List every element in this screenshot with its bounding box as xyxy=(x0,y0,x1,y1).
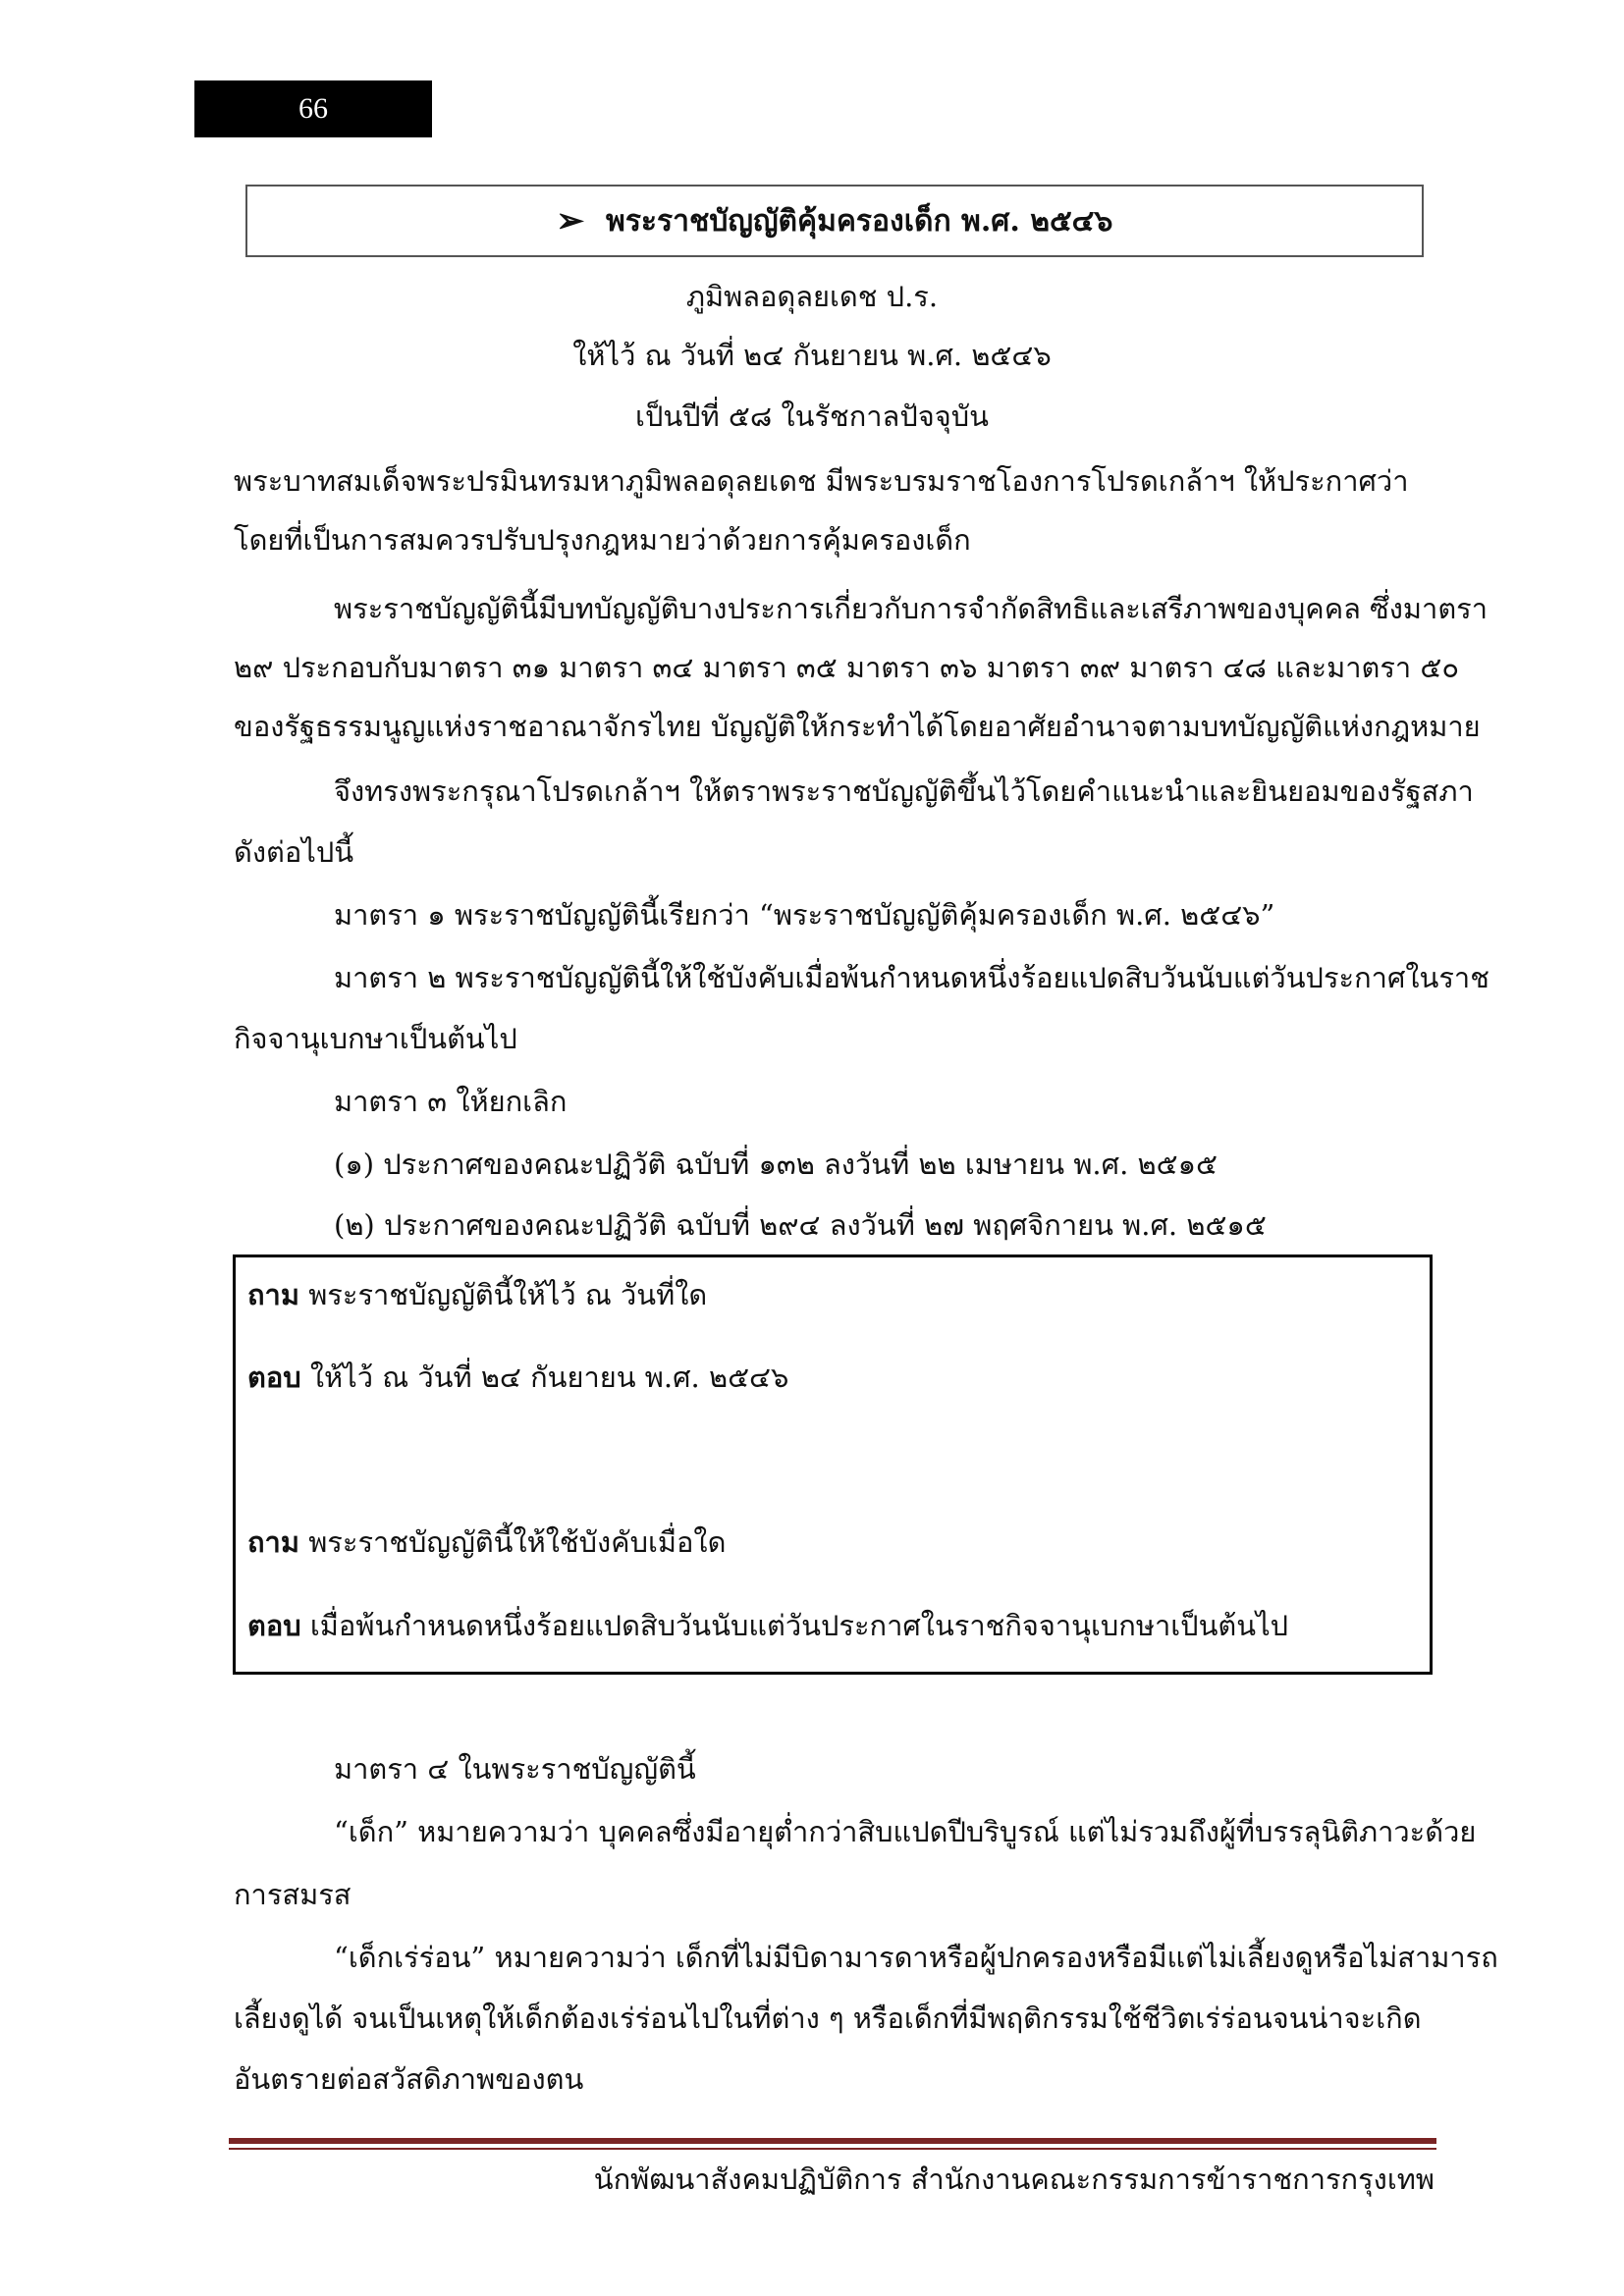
answer-label: ตอบ xyxy=(247,1361,301,1394)
definition-street-child-line-1: “เด็กเร่ร่อน” หมายความว่า เด็กที่ไม่มีบิดามารดาหรือผู้ปกครองหรือมีแต่ไม่เลี้ยงดูหรือไม่สามารถ xyxy=(334,1941,1498,1974)
qa-box xyxy=(233,1255,1433,1675)
preamble-line-1: พระบาทสมเด็จพระปรมินทรมหาภูมิพลอดุลยเดช มีพระบรมราชโองการโปรดเกล้าฯ ให้ประกาศว่า xyxy=(234,464,1409,498)
question-2 xyxy=(247,1522,726,1562)
section-2-line-1: มาตรา ๒ พระราชบัญญัตินี้ให้ใช้บังคับเมื่อพ้นกำหนดหนึ่งร้อยแปดสิบวันนับแต่วันประกาศในราช xyxy=(334,961,1489,994)
answer-2 xyxy=(247,1606,1288,1645)
question-2-text: พระราชบัญญัตินี้ให้ใช้บังคับเมื่อใด xyxy=(308,1525,727,1559)
answer-1 xyxy=(247,1358,788,1397)
section-2-line-2: กิจจานุเบกษาเป็นต้นไป xyxy=(234,1022,517,1055)
reign-year: เป็นปีที่ ๕๘ ในรัชกาลปัจจุบัน xyxy=(635,400,989,433)
enactment-line-1: จึงทรงพระกรุณาโปรดเกล้าฯ ให้ตราพระราชบัญญัติขึ้นไว้โดยคำแนะนำและยินยอมของรัฐสภา xyxy=(334,774,1474,808)
section-3: มาตรา ๓ ให้ยกเลิก xyxy=(334,1085,568,1118)
rights-paragraph-line-2: ๒๙ ประกอบกับมาตรา ๓๑ มาตรา ๓๔ มาตรา ๓๕ มาตรา ๓๖ มาตรา ๓๙ มาตรา ๔๘ และมาตรา ๕๐ xyxy=(234,651,1460,684)
question-1-text: พระราชบัญญัตินี้ให้ไว้ ณ วันที่ใด xyxy=(308,1278,708,1311)
definition-child-line-2: การสมรส xyxy=(234,1878,352,1911)
question-label: ถาม xyxy=(247,1278,299,1311)
section-3-item-2: (๒) ประกาศของคณะปฏิวัติ ฉบับที่ ๒๙๔ ลงวันที่ ๒๗ พฤศจิกายน พ.ศ. ๒๕๑๕ xyxy=(334,1208,1267,1242)
answer-2-text: เมื่อพ้นกำหนดหนึ่งร้อยแปดสิบวันนับแต่วันประกาศในราชกิจจานุเบกษาเป็นต้นไป xyxy=(309,1609,1289,1642)
section-1: มาตรา ๑ พระราชบัญญัตินี้เรียกว่า “พระราชบัญญัติคุ้มครองเด็ก พ.ศ. ๒๕๔๖” xyxy=(334,898,1275,932)
footer-text: นักพัฒนาสังคมปฏิบัติการ สำนักงานคณะกรรมการข้าราชการกรุงเทพ xyxy=(593,2163,1435,2196)
question-label: ถาม xyxy=(247,1525,299,1559)
given-date: ให้ไว้ ณ วันที่ ๒๔ กันยายน พ.ศ. ๒๕๔๖ xyxy=(572,339,1052,372)
definition-street-child-line-2: เลี้ยงดูได้ จนเป็นเหตุให้เด็กต้องเร่ร่อนไปในที่ต่าง ๆ หรือเด็กที่มีพฤติกรรมใช้ชีวิตเร่ร่อนจนน่าจะเกิด xyxy=(234,2002,1422,2035)
footer-rule xyxy=(229,2138,1436,2144)
rights-paragraph-line-3: ของรัฐธรรมนูญแห่งราชอาณาจักรไทย บัญญัติให้กระทำได้โดยอาศัยอำนาจตามบทบัญญัติแห่งกฎหมาย xyxy=(234,710,1481,743)
section-3-item-1: (๑) ประกาศของคณะปฏิวัติ ฉบับที่ ๑๓๒ ลงวันที่ ๒๒ เมษายน พ.ศ. ๒๕๑๕ xyxy=(334,1148,1218,1181)
footer-rule-thin xyxy=(229,2148,1436,2150)
enactment-line-2: ดังต่อไปนี้ xyxy=(234,835,354,869)
arrow-bullet-icon: ➢ xyxy=(556,201,585,240)
preamble-line-2: โดยที่เป็นการสมควรปรับปรุงกฎหมายว่าด้วยการคุ้มครองเด็ก xyxy=(234,523,971,557)
page-number: 66 xyxy=(194,80,432,137)
document-title: พระราชบัญญัติคุ้มครองเด็ก พ.ศ. ๒๕๔๖ xyxy=(606,203,1113,239)
answer-label: ตอบ xyxy=(247,1609,301,1642)
section-4: มาตรา ๔ ในพระราชบัญญัตินี้ xyxy=(334,1752,696,1786)
rights-paragraph-line-1: พระราชบัญญัตินี้มีบทบัญญัติบางประการเกี่ยวกับการจำกัดสิทธิและเสรีภาพของบุคคล ซึ่งมาตรา xyxy=(334,592,1489,625)
answer-1-text: ให้ไว้ ณ วันที่ ๒๔ กันยายน พ.ศ. ๒๕๔๖ xyxy=(309,1361,789,1394)
royal-name: ภูมิพลอดุลยเดช ป.ร. xyxy=(685,280,939,313)
definition-child-line-1: “เด็ก” หมายความว่า บุคคลซึ่งมีอายุต่ำกว่าสิบแปดปีบริบูรณ์ แต่ไม่รวมถึงผู้ที่บรรลุนิติภาวะด้วย xyxy=(334,1815,1477,1848)
title-box xyxy=(245,185,1424,257)
definition-street-child-line-3: อันตรายต่อสวัสดิภาพของตน xyxy=(234,2062,584,2096)
question-1 xyxy=(247,1275,707,1314)
